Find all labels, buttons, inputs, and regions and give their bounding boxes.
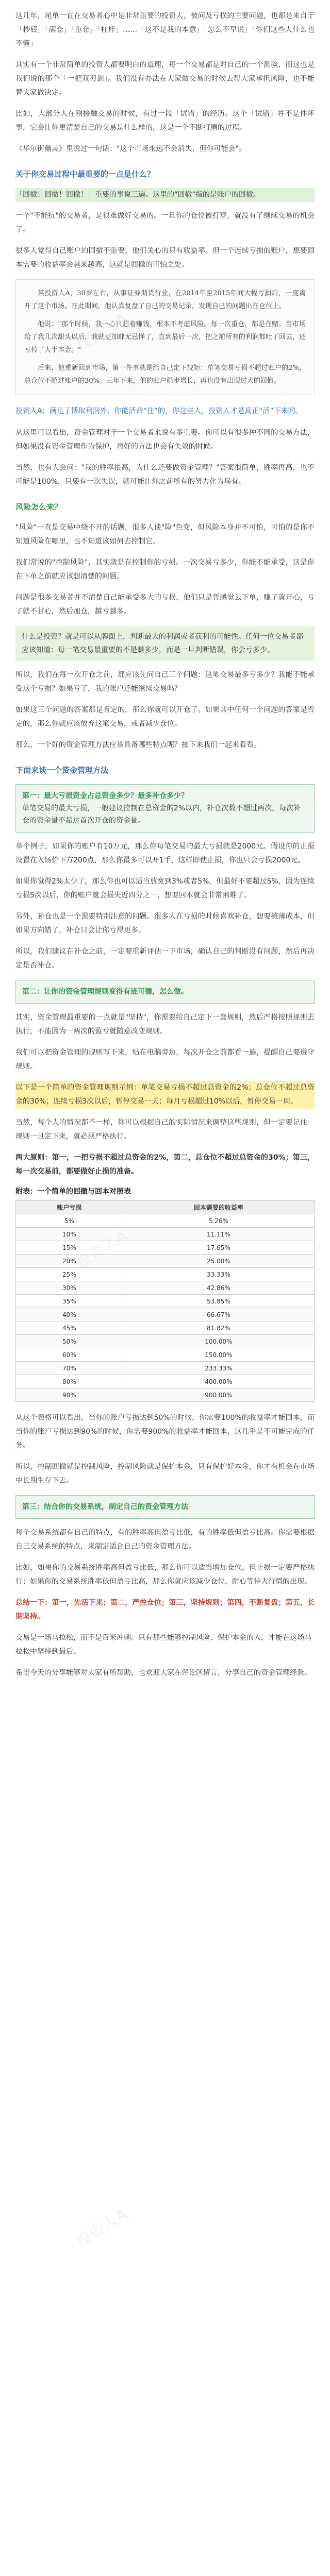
table-row — [16, 1375, 315, 1388]
table-row — [16, 1281, 315, 1295]
table-cell: 42.86% — [123, 1281, 314, 1295]
callout-quote: 投资人A：满足了博取利润外，你能活命“住”的，你这些人，投资人才是真正“活”下来的。 — [15, 407, 303, 415]
highlight-block: 什么是投资？就是可以从牌面上，判断最大的利润或者获利的可能性。任何一位交易者都应该知道：每一笔交易最重要的不是赚多少，而是一旦判断错误，你会亏多少。 — [15, 626, 315, 661]
body-paragraph: 所以，我们建议在补仓之前，一定要重新评估一下市场，确认自己的判断没有问题，然后再决定是否补仓。 — [15, 947, 315, 970]
table-cell: 400.00% — [123, 1375, 314, 1388]
table-cell: 53.85% — [123, 1295, 314, 1308]
table-cell: 10% — [16, 1228, 123, 1241]
table-row — [16, 1255, 315, 1268]
section-heading: 下面来谈一个资金管理方法 — [15, 766, 109, 775]
table-row — [16, 1228, 315, 1241]
table-cell: 17.65% — [123, 1241, 314, 1255]
body-paragraph: 「回撤！回撤！回撤！」重要的事说三遍。这里的"回撤"指的是账户的回撤。 — [15, 188, 315, 202]
table-row — [16, 1268, 315, 1281]
body-paragraph: 以下是一个简单的资金管理规则示例：单笔交易亏损不超过总资金的2%；总仓位不超过总资金的30%；连续亏损3次以后，暂停交易一天；每月亏损超过10%以后，暂停交易一周。 — [15, 1081, 315, 1109]
table-cell: 66.67% — [123, 1308, 314, 1321]
table-row — [16, 1362, 315, 1375]
principles-paragraph: 两大原则：第一，一把亏损不超过总资金的2%，第二，总仓位不超过总资金的30%；第三，每一次交易前，都要做好止损的准备。 — [15, 1154, 315, 1176]
body-paragraph: 如果这三个问题的答案都是肯定的，那么你就可以开仓了。如果其中任何一个问题的答案是否定的，那么你就应该放弃这笔交易，或者减少仓位。 — [15, 706, 315, 728]
body-paragraph: 所以，控制回撤就是控制风险，控制风险就是保护本金，只有保护好本金，你才有机会在市场中长期生存下去。 — [15, 1463, 315, 1485]
rule-box — [15, 784, 315, 833]
table-header: 账户亏损 — [16, 1201, 123, 1214]
table-cell: 90% — [16, 1388, 123, 1402]
intro-paragraph: 《华尔街幽灵》里说过一句话："这个市场永远不会消失，但你可能会"。 — [15, 145, 246, 153]
quote-paragraph: 后来，他重新回到市场，第一件事就是给自己定下规矩：单笔交易亏损不超过账户的2%，总仓位不超过账户的30%。三年下来，他的账户稳步增长，再也没有出现过大的回撤。 — [24, 364, 306, 385]
table-cell: 35% — [16, 1295, 123, 1308]
body-paragraph: 另外，补仓也是一个需要特别注意的问题。很多人在亏损的时候喜欢补仓，想要摊薄成本，但如果方向错了，补仓只会让你亏得更多。 — [15, 912, 315, 935]
section-heading: 风险怎么来？ — [15, 502, 62, 512]
body-paragraph: 举个例子，如果你的账户有10万元，那么你每笔交易的最大亏损就是2000元。假设你的止损设置在入场价下方200点，那么你最多可以开1手，这样即使止损，你也只会亏损2000元。 — [15, 842, 315, 865]
table-cell: 50% — [16, 1335, 123, 1348]
rule-title: 第二：让你的资金管理规则变得有迹可循，怎么做。 — [22, 988, 188, 996]
body-paragraph: 我们可以把资金管理的规则写下来，贴在电脑旁边，每次开仓之前都看一遍，提醒自己要遵守规则。 — [15, 1048, 315, 1071]
table-cell: 33.33% — [123, 1268, 314, 1281]
table-cell: 15% — [16, 1241, 123, 1255]
table-cell: 100.00% — [123, 1335, 314, 1348]
quote-card — [15, 279, 315, 395]
table-cell: 233.33% — [123, 1362, 314, 1375]
table-body — [16, 1214, 315, 1402]
table-row — [16, 1295, 315, 1308]
body-paragraph: 从这里可以看出，资金管理对于一个交易者来说有多重要。你可以有很多种不同的交易方法，但如果没有资金管理作为保护，再好的方法也会有失效的时候。 — [15, 429, 315, 451]
table-caption: 附表：一个简单的回撤与回本对照表 — [15, 1188, 131, 1196]
rule-body: 单笔交易的最大亏损，一般建议控制在总资金的2%以内，补仓次数不超过两次，每次补仓的资金量不超过首次开仓的资金量。 — [22, 804, 301, 825]
body-paragraph: 如果你觉得2%太少了，那么你也可以适当放宽到3%或者5%，但最好不要超过5%，因为连续亏损5次以后，你的账户就会损失近四分之一，想要回本就会非常困难了。 — [15, 877, 315, 900]
rule-title: 第一：最大亏损资金占总资金多少？最多补仓多少？ — [22, 792, 188, 800]
closing-paragraph: 希望今天的分享能够对大家有所帮助，也欢迎大家在评论区留言，分享自己的资金管理经验。 — [15, 1669, 311, 1677]
body-paragraph: 其实，资金管理最重要的一点就是"坚持"，你需要给自己定下一套规则，然后严格按照规则去执行，不能因为一两次的盈亏就随意改变规则。 — [15, 1013, 315, 1036]
body-paragraph: "风险"一直是交易中绕不开的话题，很多人谈"险"色变，但风险本身并不可怕，可怕的是你不知道风险在哪里，也不知道该如何去控制它。 — [15, 523, 315, 546]
intro-paragraph: 这几年，尾单一直在交易者心中是非常重要的投资人，被问及亏损的主要问题，也都是来自于「抄底」「满仓」「重仓」「杠杆」……「这不是我的本意」「怎么不早说」「你们这些人什么也不懂」 — [15, 12, 315, 48]
closing-paragraph: 交易是一场马拉松，而不是百米冲刺。只有那些能够控制风险、保护本金的人，才能在这场马拉松中坚持到最后。 — [15, 1634, 311, 1656]
body-paragraph: 那么，一个好的资金管理方法应该具备哪些特点呢？接下来我们一起来看看。 — [15, 741, 261, 749]
table-row — [16, 1214, 315, 1228]
body-paragraph: 每个交易系统都有自己的特点，有的胜率高但盈亏比低，有的胜率低但盈亏比高。你需要根据自己交易系统的特点，来制定适合自己的资金管理方法。 — [15, 1529, 315, 1551]
body-paragraph: 所以，我们在每一次开仓之前，都应该先问自己三个问题：这笔交易最多亏多少？我能不能承受这个亏损？如果亏了，我的账户还能继续交易吗？ — [15, 671, 315, 693]
body-paragraph: 比如，如果你的交易系统胜率高但盈亏比低，那么你可以适当增加仓位，但止损一定要严格执行；如果你的交易系统胜率低但盈亏比高，那么你就应该减少仓位，耐心等待大行情的出现。 — [15, 1564, 315, 1586]
table-cell: 5.26% — [123, 1214, 314, 1228]
table-cell: 81.82% — [123, 1321, 314, 1335]
body-paragraph: 一个"不能抗"的交易者，是很难做好交易的。一旦你的仓位被打穿，就没有了继续交易的机会了。 — [15, 212, 315, 234]
rule-title: 第三：结合你的交易系统，制定自己的资金管理方法 — [22, 1503, 188, 1511]
summary-paragraph: 总结一下：第一，先活下来；第二，严控仓位；第三，坚持规则；第四，不断复盘；第五，长期坚持。 — [15, 1599, 315, 1621]
table-cell: 25% — [16, 1268, 123, 1281]
watermark: 投资人A — [72, 2205, 131, 2251]
table-cell: 45% — [16, 1321, 123, 1335]
table-row — [16, 1388, 315, 1402]
table-cell: 30% — [16, 1281, 123, 1295]
body-paragraph: 从这个表格可以看出，当你的账户亏损达到50%的时候，你需要100%的收益率才能回本，而当你的账户亏损达到90%的时候，你需要900%的收益率才能回本，这几乎是不可能完成的任务。 — [15, 1414, 315, 1450]
body-paragraph: 我们常说的"控制风险"，其实就是在控制你的亏损。一次交易亏多少，你能不能承受，这是你在下单之前就应该想清楚的问题。 — [15, 558, 315, 581]
table-cell: 40% — [16, 1308, 123, 1321]
table-row — [16, 1308, 315, 1321]
rule-box — [15, 1495, 315, 1519]
table-header: 回本需要的收益率 — [123, 1201, 314, 1214]
table-cell: 11.11% — [123, 1228, 314, 1241]
body-paragraph: 当然，也有人会问："我的胜率很高，为什么还要做资金管理？"答案很简单，胜率再高，也不可能是100%，只要有一次失误，就可能让你之前所有的努力化为乌有。 — [15, 464, 315, 486]
body-paragraph: 当然，每个人的情况都不一样，你可以根据自己的实际情况来调整这些规则，但一定要记住：规则一旦定下来，就必须严格执行。 — [15, 1118, 315, 1141]
watermark: 投资人A — [72, 1226, 131, 1273]
quote-paragraph: 他说："那个时候，我一心只想着赚钱，根本不考虑风险。每一次重仓，都是在赌。当市场给了我几次甜头以后，我就更加肆无忌惮了，直到最后一次，把之前所有的利润都吐了回去，还亏掉了大半本金。" — [24, 320, 306, 354]
table-row — [16, 1348, 315, 1362]
body-paragraph: 问题是很多交易者并不清楚自己能承受多大的亏损，他们只是凭感觉去下单，赚了就开心，亏了就不甘心，然后加仓，越亏越多。 — [15, 594, 315, 616]
table-cell: 5% — [16, 1214, 123, 1228]
table-cell: 150.00% — [123, 1348, 314, 1362]
table-cell: 20% — [16, 1255, 123, 1268]
intro-paragraph: 比如，大部分人在刚接触交易的时候，有过一段「试错」的经历。这个「试错」并不是件坏事，它会让你更清楚自己的交易是什么样的，这是一个不断打磨的过程。 — [15, 110, 315, 132]
quote-paragraph: 某投资人A，30岁左右，从事证券期货行业，在2014年至2015年间大幅亏损后，一度离开了这个市场。在此期间，他认真复盘了自己的交易记录，发现自己的问题出在仓位上。 — [24, 290, 306, 310]
table-cell: 900.00% — [123, 1388, 314, 1402]
table-row — [16, 1321, 315, 1335]
table-header-row — [16, 1201, 315, 1214]
drawdown-table — [15, 1186, 315, 1402]
intro-paragraph: 其实有一个非常简单的投资人都要明白的道理，每一个交易都是对自己的一个测验，而这也是我们说的那个「一把双刃剑」。我们没有办法在大家做交易的时候去帮大家承担风险，也不能替大家做决定。 — [15, 61, 315, 97]
body-paragraph: 很多人觉得自己账户的回撤不重要，他们关心的只有收益率。但一个连续亏损的账户，想要回本需要的收益率会越来越高，这就是回撤的可怕之处。 — [15, 247, 315, 269]
table-cell: 60% — [16, 1348, 123, 1362]
rule-box — [15, 980, 315, 1004]
section-heading: 关于你交易过程中最重要的一点是什么？ — [15, 170, 155, 179]
table-row — [16, 1241, 315, 1255]
table-row — [16, 1335, 315, 1348]
table-cell: 80% — [16, 1375, 123, 1388]
table-cell: 70% — [16, 1362, 123, 1375]
table-cell: 25.00% — [123, 1255, 314, 1268]
